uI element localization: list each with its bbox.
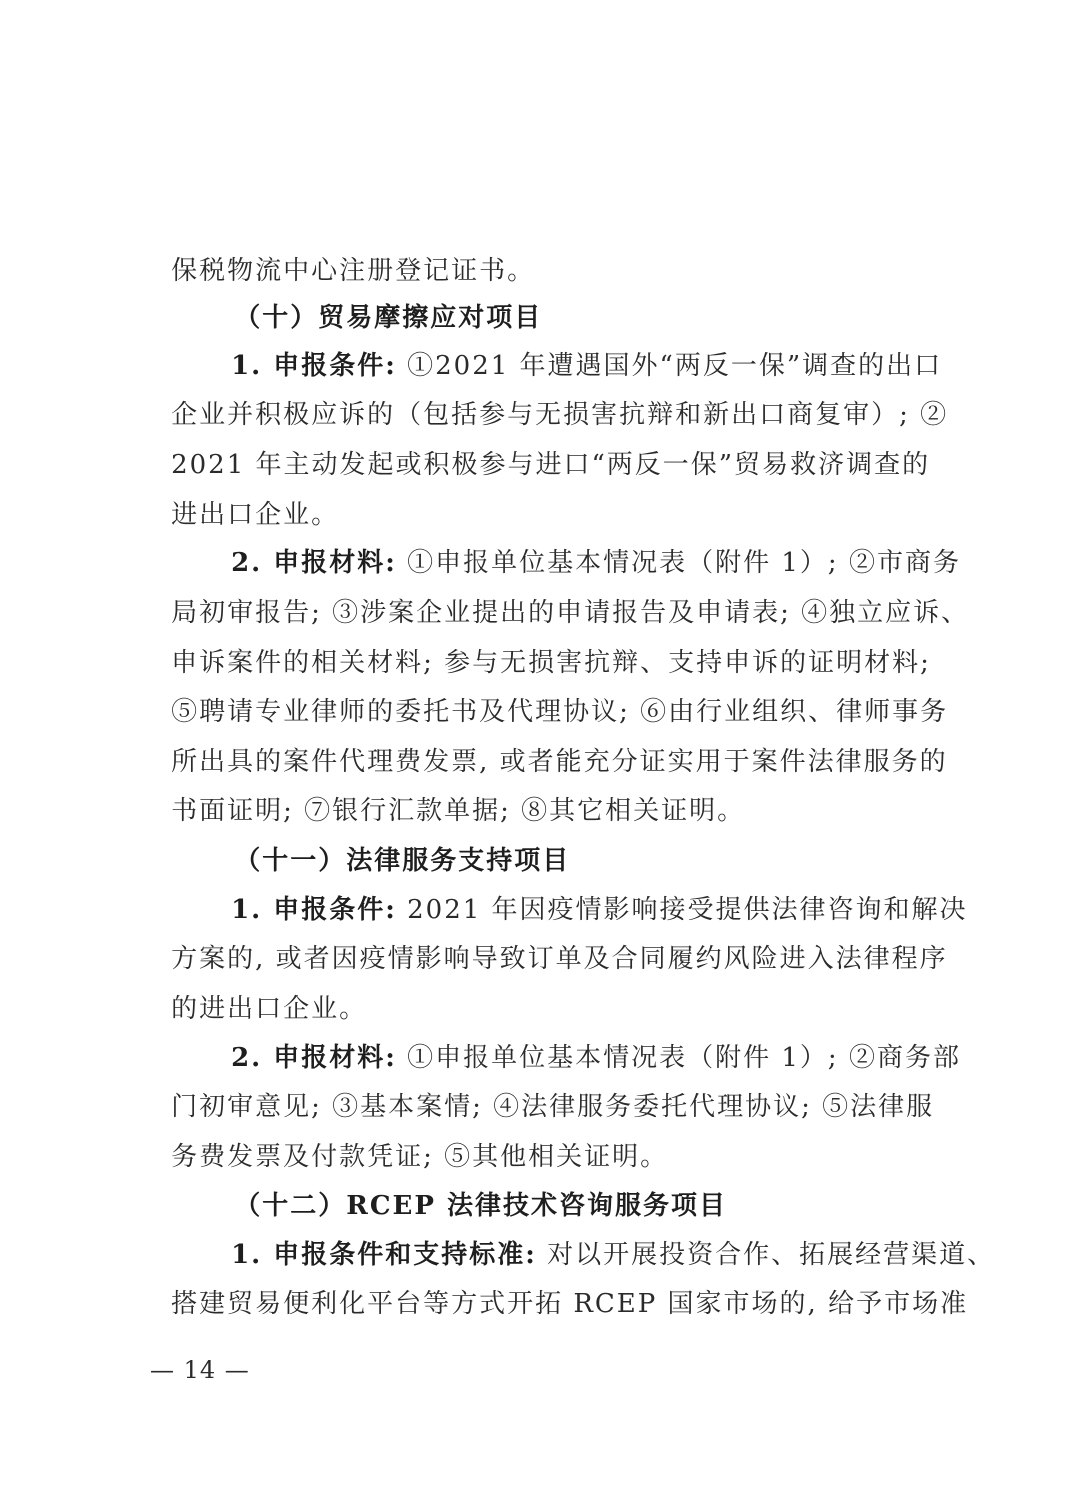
line-text: 2021 年因疫情影响接受提供法律咨询和解决: [396, 895, 968, 925]
line-text: 保税物流中心注册登记证书。: [171, 256, 536, 286]
paragraph-line: [0, 390, 1080, 480]
line-text: 进出口企业。: [171, 500, 340, 530]
paragraph-line: [0, 1082, 1080, 1172]
heading-text: （十一）法律服务支持项目: [234, 846, 571, 876]
heading-text: （十二）RCEP 法律技术咨询服务项目: [234, 1191, 727, 1221]
paragraph-line: [0, 835, 1080, 925]
paragraph-line: [0, 1180, 1080, 1270]
line-text: ⑤聘请专业律师的委托书及代理协议; ⑥由行业组织、律师事务: [171, 697, 949, 727]
paragraph-line: [0, 884, 1080, 974]
line-text: 对以开展投资合作、拓展经营渠道、: [536, 1240, 996, 1270]
paragraph-line: [0, 340, 1080, 430]
paragraph-line: [0, 588, 1080, 678]
item-label: 1. 申报条件:: [231, 895, 397, 925]
item-label: 1. 申报条件和支持标准:: [231, 1240, 537, 1270]
paragraph-line: [0, 637, 1080, 727]
paragraph-line: [0, 983, 1080, 1073]
paragraph-line: [0, 196, 1080, 286]
line-text: 企业并积极应诉的（包括参与无损害抗辩和新出口商复审）; ②: [171, 400, 949, 430]
page-number: — 14 —: [150, 1356, 250, 1384]
heading-text: （十）贸易摩擦应对项目: [234, 303, 543, 333]
line-text: ①申报单位基本情况表（附件 1）; ②市商务: [396, 548, 961, 578]
line-text: 2021 年主动发起或积极参与进口“两反一保”贸易救济调查的: [171, 450, 931, 480]
line-text: 书面证明; ⑦银行汇款单据; ⑧其它相关证明。: [171, 796, 746, 826]
line-text: 局初审报告; ③涉案企业提出的申请报告及申请表; ④独立应诉、: [171, 598, 970, 628]
line-text: 的进出口企业。: [171, 994, 368, 1024]
paragraph-line: [0, 1032, 1080, 1122]
paragraph-line: [0, 1229, 1080, 1319]
item-label: 1. 申报条件:: [231, 351, 397, 381]
line-text: 门初审意见; ③基本案情; ④法律服务委托代理协议; ⑤法律服: [171, 1092, 935, 1122]
line-text: ①2021 年遭遇国外“两反一保”调查的出口: [396, 351, 943, 381]
line-text: 务费发票及付款凭证; ⑤其他相关证明。: [171, 1142, 669, 1172]
section-heading-10: [0, 243, 1080, 333]
line-text: 所出具的案件代理费发票, 或者能充分证实用于案件法律服务的: [171, 747, 948, 777]
line-text: ①申报单位基本情况表（附件 1）; ②商务部: [396, 1043, 961, 1073]
item-label: 2. 申报材料:: [231, 1043, 397, 1073]
paragraph-line: [0, 736, 1080, 826]
paragraph-line: [0, 687, 1080, 777]
section-heading-12: [0, 1131, 1080, 1221]
paragraph-line: [0, 934, 1080, 1024]
paragraph-line: [0, 488, 1080, 578]
line-text: 搭建贸易便利化平台等方式开拓 RCEP 国家市场的, 给予市场准: [171, 1289, 969, 1319]
paragraph-line: [0, 440, 1080, 530]
paragraph-line: [0, 291, 1080, 381]
line-text: 方案的, 或者因疫情影响导致订单及合同履约风险进入法律程序: [171, 944, 948, 974]
item-label: 2. 申报材料:: [231, 548, 397, 578]
line-text: 申诉案件的相关材料; 参与无损害抗辩、支持申诉的证明材料;: [171, 648, 931, 678]
section-heading-11: [0, 786, 1080, 876]
paragraph-line: [0, 538, 1080, 628]
